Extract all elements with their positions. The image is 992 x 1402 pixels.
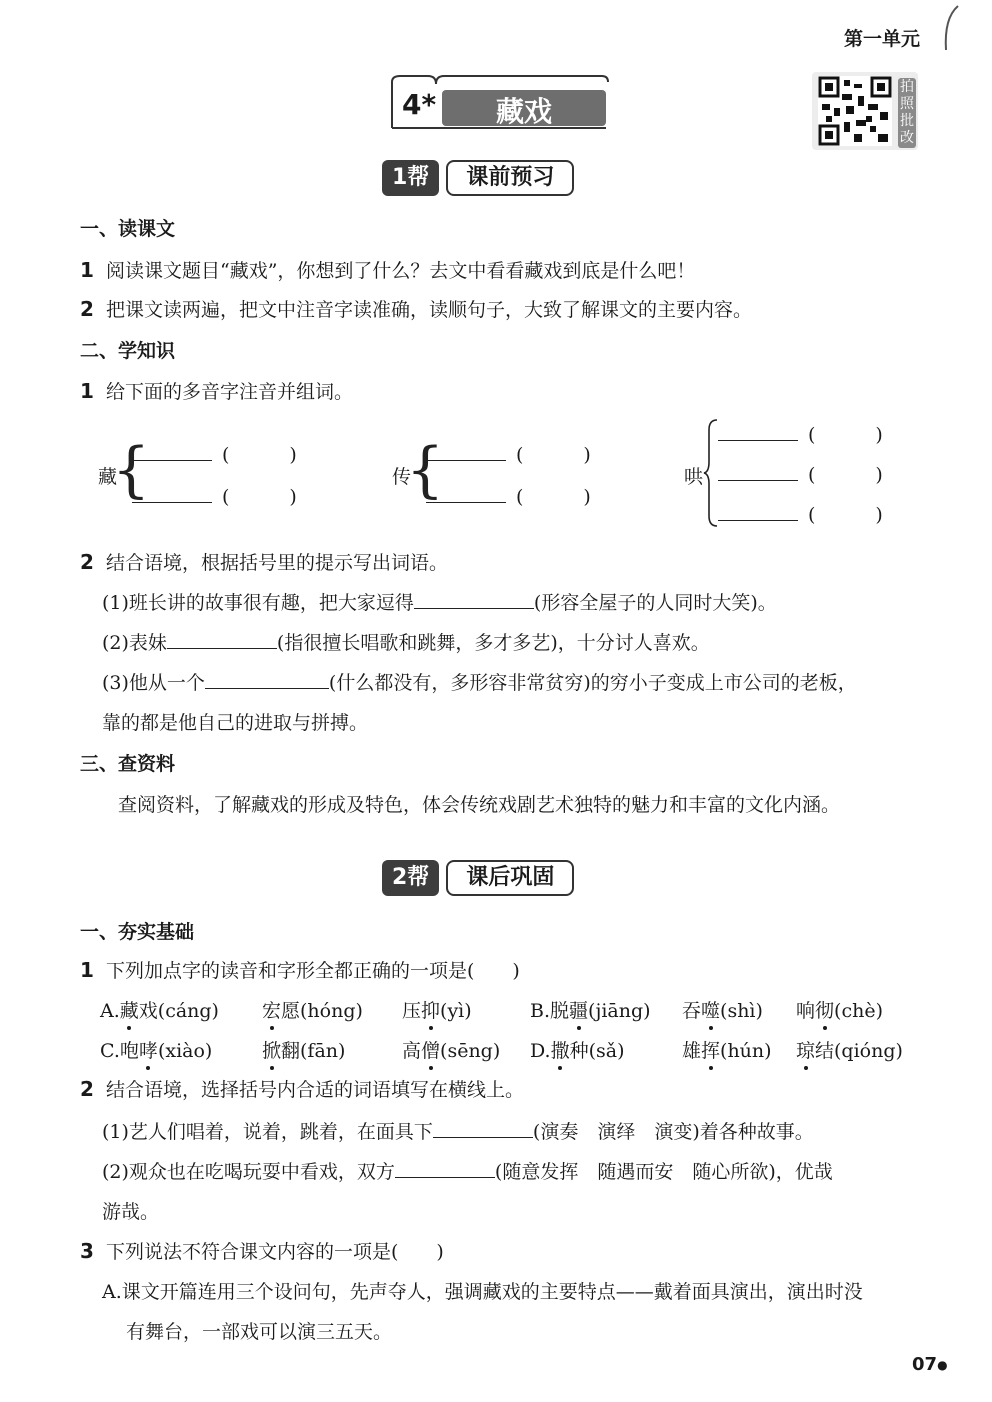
p1-s1-item-2	[80, 295, 752, 322]
polyphone-answer-row[interactable]: ( )	[132, 440, 297, 466]
option-d-word-2: 雄挥(hún)	[682, 1036, 772, 1063]
qr-code-icon	[818, 76, 892, 146]
item-text: 下列说法不符合课文内容的一项是( )	[106, 1241, 444, 1263]
item-text: 阅读课文题目“藏戏”，你想到了什么？去文中看看藏戏到底是什么吧！	[106, 260, 696, 282]
p1-s3-text: 查阅资料，了解藏戏的形成及特色，体会传统戏剧艺术独特的魅力和丰富的文化内涵。	[118, 794, 841, 816]
polyphone-answer-row[interactable]: ( )	[718, 420, 883, 446]
fill-blank[interactable]	[433, 1117, 533, 1138]
p2-q2-sub-2-cont: 游哉。	[102, 1201, 160, 1223]
part1-badge-number: 1帮	[382, 160, 439, 196]
item-number: 1	[80, 958, 94, 982]
polyphone-answer-row[interactable]: ( )	[426, 440, 591, 466]
brace-icon	[703, 418, 719, 528]
p1-s2-q2	[80, 548, 448, 575]
p1-s1-heading: 一、读课文	[80, 218, 176, 240]
item-text: 结合语境，选择括号内合适的词语填写在横线上。	[106, 1079, 525, 1101]
p2-q2-sub-1: (1)艺人们唱着，说着，跳着，在面具下 (演奏 演绎 演变)着各种故事。	[102, 1117, 814, 1144]
p1-q2-sub-3-cont: 靠的都是他自己的进取与拼搏。	[102, 712, 369, 734]
polyphone-answer-row[interactable]: ( )	[718, 500, 883, 526]
part1-badge	[382, 160, 574, 198]
p2-q1	[80, 956, 520, 983]
option-c-word-3: 高僧(sēng)	[402, 1036, 500, 1063]
item-text: 把课文读两遍，把文中注音字读准确，读顺句子，大致了解课文的主要内容。	[106, 299, 753, 321]
item-number: 2	[80, 297, 94, 321]
item-text: 给下面的多音字注音并组词。	[106, 381, 354, 403]
option-c[interactable]: C.咆哮(xiào)	[100, 1036, 212, 1063]
p2-q2	[80, 1075, 524, 1102]
unit-label: 第一单元	[844, 28, 921, 50]
item-text: 结合语境，根据括号里的提示写出词语。	[106, 552, 449, 574]
fill-blank[interactable]	[414, 588, 534, 609]
p1-s2-heading: 二、学知识	[80, 340, 176, 362]
part2-badge-title: 课后巩固	[446, 860, 574, 896]
lesson-title: 藏戏	[496, 95, 553, 128]
option-d-word-3: 琼结(qióng)	[796, 1036, 903, 1063]
part1-badge-title: 课前预习	[446, 160, 574, 196]
item-number: 2	[80, 550, 94, 574]
option-a-word-2: 宏愿(hóng)	[262, 996, 363, 1023]
p2-q3	[80, 1237, 444, 1264]
fill-blank[interactable]	[167, 628, 277, 649]
polyphone-char-1: 藏	[98, 466, 118, 488]
option-c-word-2: 掀翻(fān)	[262, 1036, 345, 1063]
p1-q2-sub-1: (1)班长讲的故事很有趣，把大家逗得 (形容全屋子的人同时大笑)。	[102, 588, 777, 615]
bullet-icon: ●	[937, 1358, 948, 1372]
option-b-word-2: 吞噬(shì)	[682, 996, 763, 1023]
item-number: 3	[80, 1239, 94, 1263]
part2-badge	[382, 860, 574, 898]
brace-icon: {	[112, 435, 151, 505]
polyphone-char-2: 传	[392, 466, 412, 488]
p2-heading: 一、夯实基础	[80, 921, 195, 943]
fill-blank[interactable]	[395, 1157, 495, 1178]
polyphone-answer-row[interactable]: ( )	[132, 482, 297, 508]
option-d[interactable]: D.撒种(sǎ)	[530, 1036, 625, 1063]
item-number: 1	[80, 379, 94, 403]
qr-side-text: 拍照批改	[900, 79, 914, 146]
option-b[interactable]: B.脱疆(jiāng)	[530, 996, 651, 1023]
part2-badge-number: 2帮	[382, 860, 439, 896]
p1-s1-item-1	[80, 256, 695, 283]
lesson-number: 4*	[402, 88, 437, 121]
item-text: 下列加点字的读音和字形全都正确的一项是( )	[106, 960, 520, 982]
p2-q2-sub-2: (2)观众也在吃喝玩耍中看戏，双方 (随意发挥 随遇而安 随心所欲)，优哉	[102, 1157, 833, 1184]
polyphone-answer-row[interactable]: ( )	[718, 460, 883, 486]
p2-q3-option-a[interactable]: A.课文开篇连用三个设问句，先声夺人，强调藏戏的主要特点——戴着面具演出，演出时没	[102, 1281, 863, 1303]
page-corner-curve	[938, 4, 978, 54]
option-b-word-3: 响彻(chè)	[796, 996, 883, 1023]
lesson-title-badge	[388, 72, 610, 130]
fill-blank[interactable]	[205, 668, 329, 689]
item-number: 2	[80, 1077, 94, 1101]
p1-q2-sub-3: (3)他从一个 (什么都没有，多形容非常贫穷)的穷小子变成上市公司的老板，	[102, 668, 857, 695]
option-a-word-3: 压抑(yì)	[402, 996, 472, 1023]
p1-s2-q1	[80, 377, 353, 404]
qr-code-block[interactable]	[812, 72, 918, 150]
page-number: 07●	[912, 1354, 948, 1375]
p1-q2-sub-2: (2)表妹 (指很擅长唱歌和跳舞，多才多艺)，十分讨人喜欢。	[102, 628, 710, 655]
p2-q3-option-a-cont: 有舞台，一部戏可以演三五天。	[126, 1321, 393, 1343]
p1-s3-heading: 三、查资料	[80, 753, 176, 775]
item-number: 1	[80, 258, 94, 282]
polyphone-char-3: 哄	[684, 466, 704, 488]
brace-icon: {	[406, 435, 445, 505]
option-a[interactable]: A.藏戏(cáng)	[100, 996, 219, 1023]
polyphone-answer-row[interactable]: ( )	[426, 482, 591, 508]
